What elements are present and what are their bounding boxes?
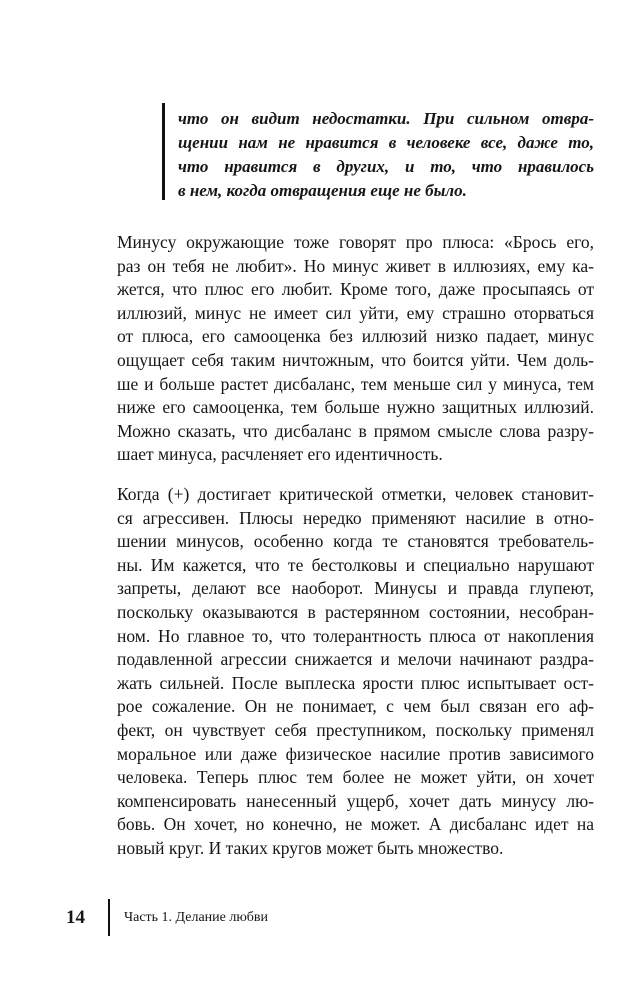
running-title: Часть 1. Делание любви — [124, 910, 269, 925]
quote-line: в нем, когда отвращения еще не было. — [178, 181, 467, 200]
text-line: новый круг. И таких кругов может быть множество. — [117, 837, 504, 858]
text-line: шает минуса, расчленяет его идентичность. — [117, 444, 443, 465]
text-line: запреты, делают все наоборот. Минусы и правда глупеют, — [117, 578, 594, 599]
text-line: ны. Им кажется, что те бестолковы и специально нарушают — [117, 554, 594, 575]
text-line: компенсировать нанесенный ущерб, хочет дать минусу лю- — [117, 790, 594, 811]
text-line: человека. Теперь плюс тем более не может уйти, он хочет — [117, 767, 594, 788]
pull-quote — [178, 107, 594, 203]
text-line: шении минусов, особенно когда те становятся требователь- — [117, 531, 594, 552]
paragraph-1 — [117, 231, 594, 467]
text-line: ощущает себя таким ничтожным, что боится уйти. Чем доль- — [117, 349, 594, 370]
text-line: иллюзий, минус не имеет сил уйти, ему страшно оторваться — [117, 302, 594, 323]
text-line: Минусу окружающие тоже говорят про плюса: «Брось его, — [117, 232, 594, 252]
quote-line: что он видит недостатки. При сильном отвра- — [178, 109, 594, 128]
text-line: поскольку оказываются в растерянном состоянии, несобран- — [117, 601, 594, 622]
text-line: фект, он чувствует себя преступником, поскольку применял — [117, 719, 594, 740]
text-line: бовь. Он хочет, но конечно, не может. А дисбаланс идет на — [117, 814, 594, 835]
footer-divider — [108, 899, 110, 936]
page-number: 14 — [66, 907, 85, 928]
text-line: жать сильней. После выплеска ярости плюс испытывает ост- — [117, 672, 594, 693]
text-line: ном. Но главное то, что толерантность плюса от накопления — [117, 625, 594, 646]
text-line: подавленной агрессии снижается и мелочи начинают раздра- — [117, 649, 594, 670]
paragraph-2 — [117, 483, 594, 861]
text-line: моральное или даже физическое насилие против зависимого — [117, 743, 594, 764]
text-line: ше и больше растет дисбаланс, тем меньше сил у минуса, тем — [117, 373, 594, 394]
quote-rule — [162, 103, 165, 200]
text-line: от плюса, его самооценка без иллюзий низко падает, минус — [117, 326, 594, 347]
text-line: жется, что плюс его любит. Кроме того, даже просыпаясь от — [117, 279, 594, 300]
text-line: ниже его самооценка, тем больше нужно защитных иллюзий. — [117, 397, 594, 418]
quote-line: щении нам не нравится в человеке все, даже то, — [178, 133, 594, 152]
text-line: раз он тебя не любит». Но минус живет в иллюзиях, ему ка- — [117, 255, 594, 276]
text-line: Можно сказать, что дисбаланс в прямом смысле слова разру- — [117, 420, 594, 441]
text-line: ся агрессивен. Плюсы нередко применяют насилие в отно- — [117, 507, 594, 528]
text-line: Когда (+) достигает критической отметки, человек становит- — [117, 484, 594, 504]
quote-line: что нравится в других, и то, что нравилось — [178, 157, 594, 176]
text-line: рое сожаление. Он не понимает, с чем был связан его аф- — [117, 696, 594, 717]
